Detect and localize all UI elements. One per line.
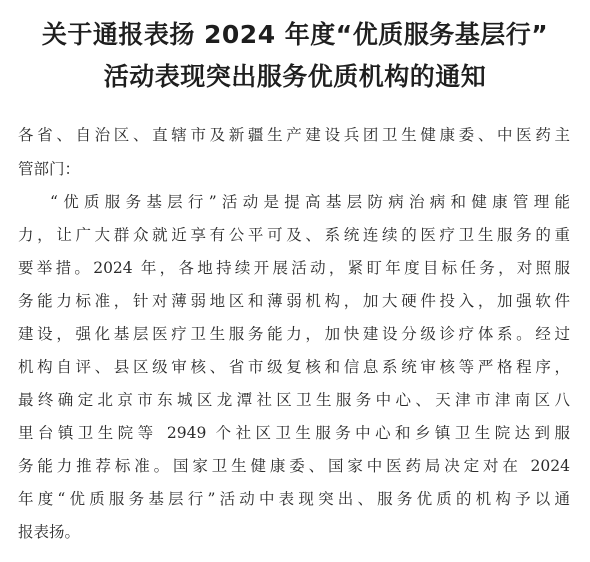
body-line-11: 报表扬。: [18, 523, 81, 541]
body-line-6: 机构自评、县区级审核、省市级复核和信息系统审核等严格程序，: [18, 358, 570, 376]
document-title-line-1: 关于通报表扬 2024 年度“优质服务基层行”: [41, 20, 549, 49]
salutation-line-2: 管部门：: [18, 160, 81, 178]
body-line-10: 年度“优质服务基层行”活动中表现突出、服务优质的机构予以通: [18, 490, 570, 508]
body-line-8: 里台镇卫生院等 2949 个社区卫生服务中心和乡镇卫生院达到服: [18, 424, 570, 442]
document-title-line-2: 活动表现突出服务优质机构的通知: [103, 62, 487, 91]
body-line-3: 要举措。2024 年，各地持续开展活动，紧盯年度目标任务，对照服: [18, 259, 570, 277]
body-line-2: 力，让广大群众就近享有公平可及、系统连续的医疗卫生服务的重: [18, 226, 570, 244]
body-line-5: 建设，强化基层医疗卫生服务能力，加快建设分级诊疗体系。经过: [18, 325, 570, 343]
salutation-line-1: 各省、自治区、直辖市及新疆生产建设兵团卫生健康委、中医药主: [18, 126, 570, 144]
body-line-1: “优质服务基层行”活动是提高基层防病治病和健康管理能: [50, 193, 570, 211]
body-line-9: 务能力推荐标准。国家卫生健康委、国家中医药局决定对在 2024: [18, 457, 570, 475]
body-line-7: 最终确定北京市东城区龙潭社区卫生服务中心、天津市津南区八: [18, 391, 570, 409]
body-line-4: 务能力标准，针对薄弱地区和薄弱机构，加大硬件投入，加强软件: [18, 292, 570, 310]
